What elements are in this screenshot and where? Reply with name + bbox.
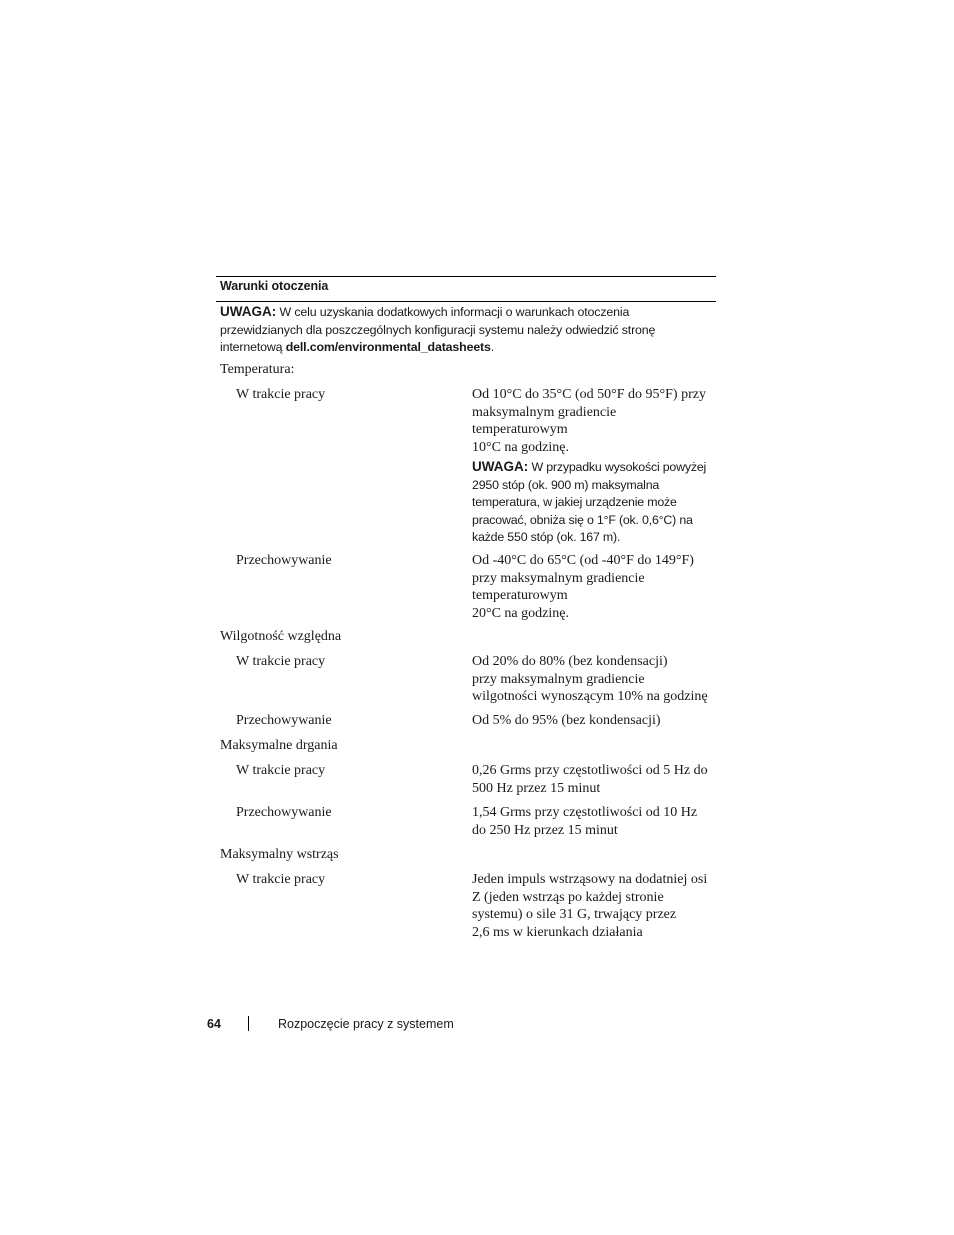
value-line: Od 20% do 80% (bez kondensacji) — [472, 654, 668, 669]
shock-operating-label: W trakcie pracy — [236, 872, 326, 887]
value-line: Jeden impuls wstrząsowy na dodatniej osi — [472, 872, 708, 887]
value-line: 20°C na godzinę. — [472, 605, 569, 621]
shock-label: Maksymalny wstrząs — [220, 847, 339, 862]
altitude-note — [472, 458, 718, 547]
section-top-rule — [216, 276, 716, 277]
note-text-end: . — [490, 340, 495, 354]
humidity-storage-value — [472, 712, 718, 730]
note-text: W przypadku wysokości powyżej — [528, 460, 707, 474]
note-line: 2950 stóp (ok. 900 m) maksymalna — [472, 477, 660, 492]
temperature-label: Temperatura: — [220, 362, 295, 377]
value-line: przy maksymalnym gradiencie — [472, 570, 645, 586]
section-title-rule — [216, 301, 716, 302]
note-line: pracować, obniża się o 1°F (ok. 0,6°C) na — [472, 512, 693, 527]
temperature-operating-label: W trakcie pracy — [236, 387, 326, 402]
temperature-operating-value — [472, 386, 718, 456]
humidity-label: Wilgotność względna — [220, 629, 342, 644]
vibration-operating-label: W trakcie pracy — [236, 763, 326, 778]
humidity-operating-value — [472, 653, 718, 706]
vibration-storage-value — [472, 804, 718, 839]
value-line: 0,26 Grms przy częstotliwości od 5 Hz do — [472, 763, 708, 778]
environment-note — [220, 303, 714, 357]
note-label: UWAGA: — [472, 459, 529, 474]
value-line: maksymalnym gradiencie — [472, 404, 617, 420]
note-label: UWAGA: — [220, 304, 277, 319]
vibration-operating-value — [472, 762, 718, 797]
footer-separator — [248, 1016, 249, 1031]
vibration-storage-label: Przechowywanie — [236, 805, 332, 820]
value-line: wilgotności wynoszącym 10% na godzinę — [472, 689, 708, 704]
value-line: Od 5% do 95% (bez kondensacji) — [472, 713, 661, 728]
note-line: temperatura, w jakiej urządzenie może — [472, 495, 677, 509]
value-line: 1,54 Grms przy częstotliwości od 10 Hz — [472, 805, 698, 820]
value-line: 10°C na godzinę. — [472, 439, 569, 455]
humidity-operating-label: W trakcie pracy — [236, 654, 326, 669]
temperature-storage-label: Przechowywanie — [236, 553, 332, 568]
value-line: Od 10°C do 35°C (od 50°F do 95°F) przy — [472, 387, 706, 402]
value-line: systemu) o sile 31 G, trwający przez — [472, 907, 677, 922]
value-line — [472, 458, 718, 477]
value-line: Od -40°C do 65°C (od -40°F do 149°F) — [472, 553, 694, 568]
note-text: W celu uzyskania dodatkowych informacji o warunkach otoczenia przewidzianych dla poszczególnych konfiguracji systemu należy odwiedzić stronę internetową — [220, 305, 656, 354]
section-title: Warunki otoczenia — [220, 279, 329, 293]
value-line: 500 Hz przez 15 minut — [472, 780, 601, 796]
value-line: temperaturowym — [472, 422, 568, 437]
footer-chapter-title: Rozpoczęcie pracy z systemem — [278, 1017, 454, 1031]
value-line: przy maksymalnym gradiencie — [472, 671, 645, 687]
value-line: 2,6 ms w kierunkach działania — [472, 924, 643, 940]
note-line: każde 550 stóp (ok. 167 m). — [472, 530, 621, 544]
vibration-label: Maksymalne drgania — [220, 738, 338, 753]
page-number: 64 — [207, 1017, 221, 1031]
value-line: temperaturowym — [472, 588, 568, 603]
shock-operating-value — [472, 871, 718, 941]
value-line: do 250 Hz przez 15 minut — [472, 822, 618, 838]
datasheets-link[interactable]: dell.com/environmental_datasheets — [285, 340, 491, 354]
humidity-storage-label: Przechowywanie — [236, 713, 332, 728]
value-line: Z (jeden wstrząs po każdej stronie — [472, 889, 664, 905]
temperature-storage-value — [472, 552, 718, 622]
